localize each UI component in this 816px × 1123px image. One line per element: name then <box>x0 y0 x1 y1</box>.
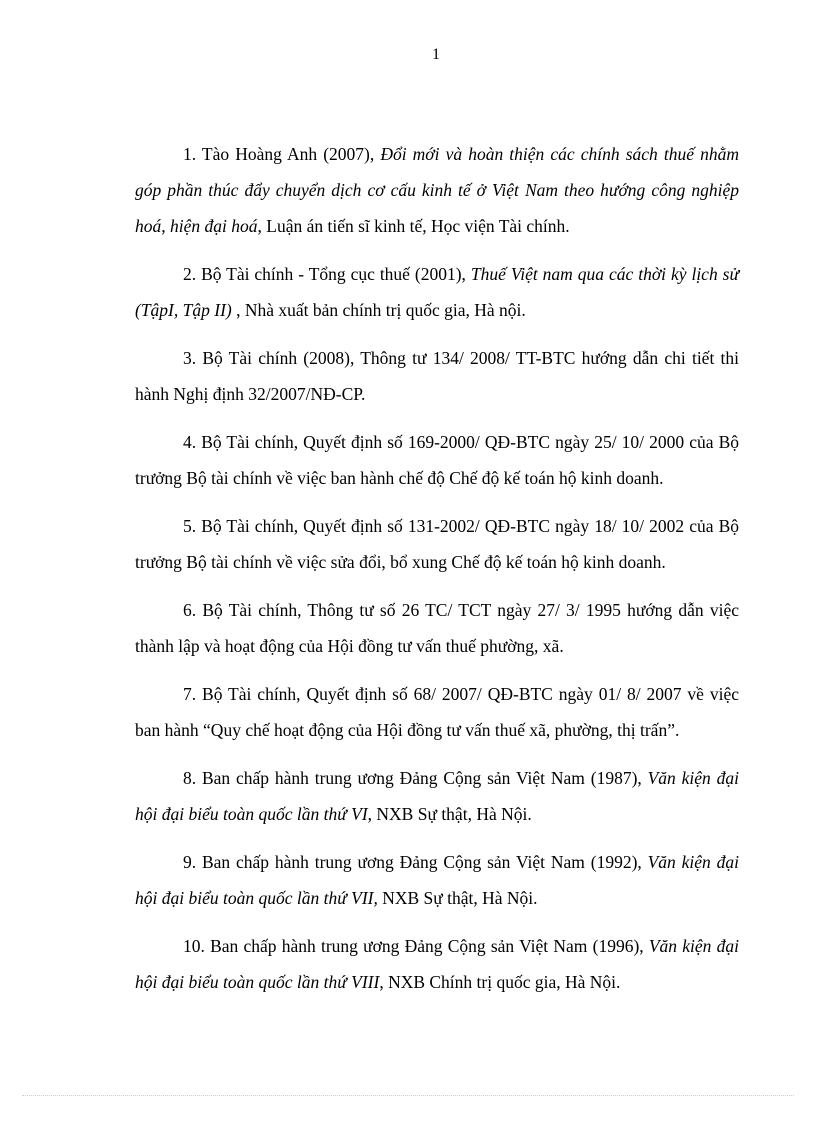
reference-title: Thuế Việt nam qua các thời kỳ lịch sử (TậpI, Tập II) <box>135 264 740 320</box>
reference-publisher: , Luận án tiến sĩ kinh tế, Học viện Tài chính. <box>257 216 570 236</box>
reference-text: Bộ Tài chính, Quyết định số 131-2002/ QĐ-BTC ngày 18/ 10/ 2002 của Bộ trưởng Bộ tài chính về việc sửa đổi, bổ xung Chế độ kế toán hộ kinh doanh. <box>135 516 739 572</box>
page-number: 1 <box>432 46 440 63</box>
reference-title: Đổi mới và hoàn thiện các chính sách thuế nhằm góp phần thúc đẩy chuyển dịch cơ cấu kinh tế ở Việt Nam theo hướng công nghiệp hoá, hiện đại hoá <box>135 144 739 236</box>
reference-text: Bộ Tài chính - Tổng cục thuế (2001), <box>196 264 471 284</box>
footer-divider <box>22 1095 794 1096</box>
reference-publisher: NXB Sự thật, Hà Nội. <box>377 888 538 908</box>
reference-item-1 <box>135 136 739 244</box>
reference-publisher: , Nhà xuất bản chính trị quốc gia, Hà nội. <box>231 300 526 320</box>
reference-number: 9. <box>183 852 197 872</box>
reference-number: 7. <box>183 684 197 704</box>
reference-list <box>135 136 739 1012</box>
reference-item-3 <box>135 340 739 412</box>
reference-number: 6. <box>183 600 197 620</box>
reference-text: Ban chấp hành trung ương Đảng Cộng sản Việt Nam (1996), <box>204 936 649 956</box>
reference-item-7 <box>135 676 739 748</box>
reference-number: 4. <box>183 432 197 452</box>
reference-item-5 <box>135 508 739 580</box>
reference-number: 8. <box>183 768 197 788</box>
reference-publisher: , NXB Sự thật, Hà Nội. <box>367 804 532 824</box>
reference-number: 5. <box>183 516 197 536</box>
reference-item-6 <box>135 592 739 664</box>
reference-text: Bộ Tài chính (2008), Thông tư 134/ 2008/ TT-BTC hướng dẫn chi tiết thi hành Nghị định 32/2007/NĐ-CP. <box>135 348 739 404</box>
reference-text: Ban chấp hành trung ương Đảng Cộng sản Việt Nam (1987), <box>196 768 648 788</box>
reference-number: 2. <box>183 264 197 284</box>
reference-text: Bộ Tài chính, Thông tư số 26 TC/ TCT ngày 27/ 3/ 1995 hướng dẫn việc thành lập và hoạt động của Hội đồng tư vấn thuế phường, xã. <box>135 600 739 656</box>
reference-number: 10. <box>183 936 205 956</box>
reference-number: 1. <box>183 144 197 164</box>
reference-number: 3. <box>183 348 197 368</box>
reference-title: Văn kiện đại hội đại biểu toàn quốc lần thứ VIII <box>135 936 739 992</box>
reference-title: Văn kiện đại hội đại biểu toàn quốc lần thứ VI <box>135 768 739 824</box>
reference-title: Văn kiện đại hội đại biểu toàn quốc lần thứ VII, <box>135 852 739 908</box>
reference-publisher: , NXB Chính trị quốc gia, Hà Nội. <box>379 972 621 992</box>
reference-item-4 <box>135 424 739 496</box>
reference-item-2 <box>135 256 739 328</box>
reference-item-8 <box>135 760 739 832</box>
reference-text: Bộ Tài chính, Quyết định số 169-2000/ QĐ-BTC ngày 25/ 10/ 2000 của Bộ trưởng Bộ tài chính về việc ban hành chế độ Chế độ kế toán hộ kinh doanh. <box>135 432 739 488</box>
reference-text: Ban chấp hành trung ương Đảng Cộng sản Việt Nam (1992), <box>196 852 648 872</box>
reference-text: Bộ Tài chính, Quyết định số 68/ 2007/ QĐ-BTC ngày 01/ 8/ 2007 về việc ban hành “Quy chế hoạt động của Hội đồng tư vấn thuế xã, phường, thị trấn”. <box>135 684 739 740</box>
reference-text: Tào Hoàng Anh (2007), <box>196 144 381 164</box>
reference-item-9 <box>135 844 739 916</box>
reference-item-10 <box>135 928 739 1000</box>
